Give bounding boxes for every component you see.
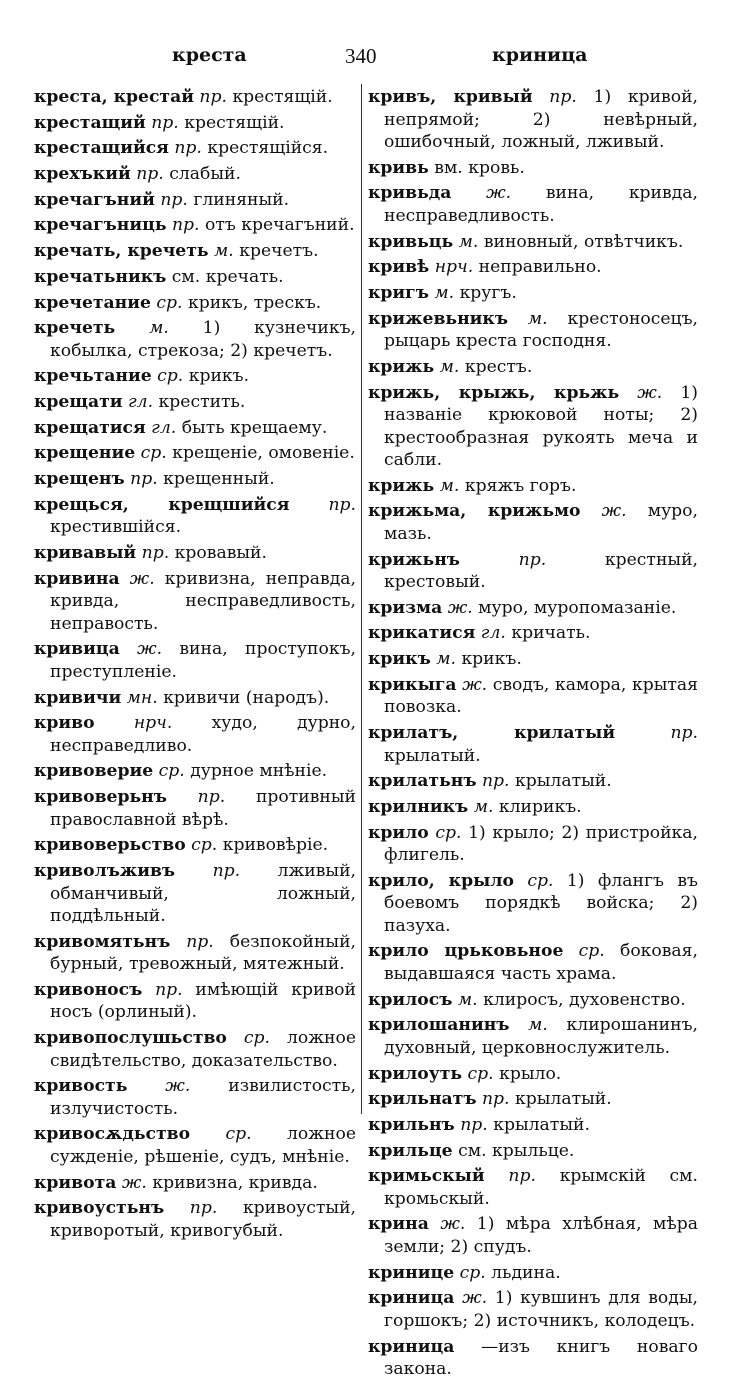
entry-part-of-speech: пр. <box>328 494 356 515</box>
dictionary-entry <box>34 687 356 710</box>
entry-part-of-speech: пр. <box>186 931 214 952</box>
dictionary-entry <box>368 1287 698 1332</box>
entry-definition: 1) крыло; 2) пристройка, флигель. <box>384 822 699 866</box>
entry-part-of-speech: ср. <box>467 1063 494 1084</box>
entry-headword: кречьтание <box>34 366 152 387</box>
entry-part-of-speech: ср. <box>156 292 183 313</box>
entry-part-of-speech: ж. <box>462 1288 488 1309</box>
entry-definition: крикъ, трескъ. <box>187 292 322 313</box>
entry-definition: 1) кувшинъ для воды, горшокъ; 2) источникъ, колодецъ. <box>384 1288 699 1331</box>
dictionary-entry <box>368 282 698 305</box>
dictionary-entry <box>368 1336 698 1381</box>
dictionary-entry <box>368 1114 698 1137</box>
entry-definition: быть крещаему. <box>181 417 328 438</box>
entry-part-of-speech: пр. <box>481 771 510 792</box>
entry-definition: клирикъ. <box>498 796 582 817</box>
dictionary-entry <box>368 356 698 379</box>
entry-part-of-speech: нрч. <box>133 713 173 734</box>
entry-part-of-speech: ср. <box>527 870 554 891</box>
entry-part-of-speech: пр. <box>670 723 698 743</box>
entry-headword: кривота <box>34 1172 117 1193</box>
entry-definition: противный православной вѣрѣ. <box>50 787 357 830</box>
dictionary-entry <box>368 1063 698 1086</box>
entry-headword: крило <box>368 822 429 843</box>
entry-headword: крижь <box>368 356 435 377</box>
dictionary-entry <box>34 112 356 135</box>
entry-definition: крылатый. <box>515 1089 612 1110</box>
entry-definition: боковая, выдавшаяся часть храма. <box>384 941 698 984</box>
dictionary-entry <box>368 231 698 254</box>
dictionary-entry <box>368 500 698 545</box>
entry-headword: криволъживъ <box>34 861 176 881</box>
dictionary-entry <box>368 256 698 279</box>
entry-definition: 1) мѣра хлѣбная, мѣра земли; 2) спудъ. <box>384 1214 699 1257</box>
entry-part-of-speech: ср. <box>225 1124 252 1145</box>
entry-headword: кречагъний <box>34 189 155 210</box>
dictionary-entry <box>368 308 698 353</box>
entry-headword: кривоверьство <box>34 835 186 856</box>
entry-definition: кряжъ горъ. <box>464 475 577 496</box>
dictionary-entry <box>34 494 356 539</box>
dictionary-entry <box>368 549 698 594</box>
dictionary-entry <box>368 674 698 719</box>
entry-definition: —изъ книгъ новаго закона. <box>384 1336 698 1379</box>
entry-part-of-speech: пр. <box>189 1198 218 1219</box>
entry-headword: кринице <box>368 1262 455 1283</box>
entry-headword: крикатися <box>368 623 476 644</box>
entry-definition: кричать. <box>511 623 591 644</box>
entry-headword: крижевьникъ <box>368 308 509 329</box>
entry-definition: крестящій. <box>184 112 285 133</box>
entry-definition: извилистость, излучистость. <box>50 1076 357 1119</box>
entry-definition: кривоустый, криворотый, кривогубый. <box>50 1198 357 1241</box>
entry-definition: муро, муропомазаніе. <box>478 597 677 618</box>
dictionary-entry <box>368 1262 698 1285</box>
page-number: 340 <box>345 44 377 68</box>
entry-definition: 1) названіе крюковой ноты; 2) крестообразная рукоять меча и сабли. <box>384 382 698 470</box>
dictionary-entry <box>34 542 356 565</box>
entry-headword: крилатъ, крилатый <box>368 723 616 743</box>
entry-definition: муро, мазь. <box>384 501 698 544</box>
entry-headword: крило црьковьное <box>368 941 564 962</box>
entry-definition: крестоносецъ, рыцарь креста господня. <box>384 308 698 352</box>
entry-headword: кречагъниць <box>34 215 167 236</box>
entry-part-of-speech: м. <box>439 475 460 496</box>
dictionary-entry <box>34 317 356 362</box>
entry-definition: крестный, крестовый. <box>384 549 698 593</box>
entry-definition: кривичи (народъ). <box>163 687 330 708</box>
entry-headword: кривавый <box>34 543 137 563</box>
entry-part-of-speech: ж. <box>637 382 663 403</box>
entry-definition: кривизна, неправда, кривда, несправедливость, неправость. <box>50 568 357 634</box>
entry-definition: клирошанинъ, духовный, церковнослужитель. <box>384 1015 698 1058</box>
entry-part-of-speech: м. <box>473 796 494 817</box>
entry-definition: дурное мнѣніе. <box>190 761 328 782</box>
entry-headword: крещенъ <box>34 469 125 490</box>
entry-part-of-speech: ср. <box>140 443 167 464</box>
entry-headword: крикъ <box>368 649 431 670</box>
dictionary-entry <box>368 597 698 620</box>
entry-part-of-speech: ср. <box>578 941 605 962</box>
entry-definition: вина, кривда, несправедливость. <box>384 183 698 226</box>
dictionary-entry <box>34 860 356 928</box>
entry-part-of-speech: ср. <box>157 366 184 387</box>
entry-headword: кривѣ <box>368 257 430 278</box>
dictionary-entry <box>368 1213 698 1258</box>
entry-part-of-speech: м. <box>436 649 456 670</box>
entry-headword: кривоверьнъ <box>34 787 167 808</box>
entry-definition: крестившійся. <box>50 517 182 538</box>
entry-headword: крижьнъ <box>368 549 460 570</box>
dictionary-entry <box>34 638 356 683</box>
entry-headword: кривьць <box>368 231 454 252</box>
entry-definition: сводъ, камора, крытая повозка. <box>384 674 699 718</box>
entry-part-of-speech: пр. <box>171 215 200 236</box>
entry-headword: кривоносъ <box>34 979 143 1000</box>
entry-headword: крижьма, крижьмо <box>368 501 581 522</box>
dictionary-entry <box>34 834 356 857</box>
entry-definition: неправильно. <box>478 257 602 278</box>
dictionary-entry <box>34 568 356 636</box>
entry-part-of-speech: пр. <box>151 112 179 133</box>
entry-part-of-speech: ж. <box>137 639 163 660</box>
entry-headword: кризма <box>368 597 443 618</box>
dictionary-entry <box>34 1172 356 1195</box>
dictionary-entry <box>34 468 356 491</box>
entry-part-of-speech: гл. <box>480 623 506 644</box>
entry-part-of-speech: пр. <box>136 164 164 185</box>
entry-part-of-speech: гл. <box>151 417 177 438</box>
entry-headword: крильнатъ <box>368 1089 477 1110</box>
entry-headword: крещение <box>34 443 136 464</box>
entry-headword: крещься, крещшийся <box>34 494 290 515</box>
entry-headword: кримьскый <box>368 1166 485 1187</box>
entry-headword: крестащий <box>34 112 146 133</box>
entry-part-of-speech: м. <box>457 989 478 1010</box>
entry-definition: крестящійся. <box>207 138 329 159</box>
entry-definition: крещенный. <box>163 469 275 490</box>
entry-headword: кречать, кречеть <box>34 241 209 262</box>
entry-headword: крина <box>368 1214 429 1235</box>
entry-definition: худо, дурно, несправедливо. <box>50 713 356 756</box>
dictionary-entry <box>368 86 698 154</box>
entry-part-of-speech: пр. <box>160 189 188 210</box>
entry-part-of-speech: ср. <box>435 822 462 843</box>
entry-headword: креста, крестай <box>34 87 194 107</box>
dictionary-entry <box>34 365 356 388</box>
dictionary-entry <box>368 475 698 498</box>
dictionary-entry <box>34 1123 356 1168</box>
entry-definition: крестъ. <box>464 356 533 377</box>
entry-part-of-speech: ср. <box>158 761 185 782</box>
dictionary-entry <box>34 292 356 315</box>
entry-headword: кривица <box>34 639 120 660</box>
entry-part-of-speech: м. <box>434 282 455 303</box>
entry-headword: кречеть <box>34 318 116 339</box>
entry-part-of-speech: пр. <box>197 787 226 808</box>
dictionary-entry <box>368 989 698 1012</box>
dictionary-entry <box>34 266 356 289</box>
entry-headword: крижь, крыжь, крьжь <box>368 382 620 403</box>
entry-headword: кривь <box>368 157 429 178</box>
entry-headword: крестащийся <box>34 138 169 159</box>
entry-definition: см. кречать. <box>171 266 284 287</box>
dictionary-entry <box>34 391 356 414</box>
entry-headword: кривьда <box>368 183 452 204</box>
entry-part-of-speech: пр. <box>199 87 227 107</box>
entry-headword: кречатьникъ <box>34 266 167 287</box>
entry-part-of-speech: м. <box>458 231 479 252</box>
entry-part-of-speech: ж. <box>486 183 512 204</box>
dictionary-entry <box>34 163 356 186</box>
entry-part-of-speech: гл. <box>127 392 154 413</box>
entry-headword: кривичи <box>34 687 122 708</box>
entry-definition: крикъ. <box>461 649 522 670</box>
dictionary-entry <box>34 214 356 237</box>
entry-part-of-speech: м. <box>439 356 460 377</box>
entry-part-of-speech: ж. <box>129 568 155 589</box>
entry-part-of-speech: пр. <box>155 979 183 1000</box>
entry-part-of-speech: пр. <box>518 549 547 570</box>
dictionary-entry <box>34 979 356 1024</box>
entry-part-of-speech: пр. <box>141 543 170 563</box>
dictionary-entry <box>34 1027 356 1072</box>
entry-definition: крещеніе, омовеніе. <box>172 443 355 464</box>
dictionary-entry <box>34 137 356 160</box>
entry-headword: кривопослушьство <box>34 1028 227 1049</box>
entry-definition: кречетъ. <box>239 241 319 262</box>
entry-definition: кровавый. <box>174 543 267 563</box>
entry-headword: кривъ, кривый <box>368 87 533 107</box>
dictionary-entry <box>368 770 698 793</box>
entry-headword: крилоуть <box>368 1063 463 1084</box>
dictionary-entry <box>34 931 356 976</box>
entry-headword: криница <box>368 1336 455 1357</box>
dictionary-entry <box>368 622 698 645</box>
dictionary-entry <box>34 86 356 109</box>
dictionary-entry <box>34 240 356 263</box>
dictionary-entry <box>368 870 698 938</box>
dictionary-entry <box>368 722 698 767</box>
entry-headword: крильнъ <box>368 1114 455 1135</box>
entry-headword: крещатися <box>34 417 146 438</box>
entry-headword: кривость <box>34 1076 128 1097</box>
left-column <box>34 86 356 1246</box>
entry-headword: крилосъ <box>368 989 453 1010</box>
dictionary-entry <box>34 1197 356 1242</box>
entry-headword: крещати <box>34 392 123 413</box>
running-head-right: криница <box>492 44 588 66</box>
entry-definition: кривизна, кривда. <box>152 1172 318 1193</box>
entry-part-of-speech: ж. <box>165 1076 191 1097</box>
entry-part-of-speech: пр. <box>460 1114 488 1135</box>
entry-part-of-speech: ср. <box>459 1262 486 1283</box>
entry-part-of-speech: м. <box>527 308 548 329</box>
entry-definition: крестящій. <box>232 87 333 107</box>
dictionary-entry <box>368 1165 698 1210</box>
entry-definition: 1) флангъ въ боевомъ порядкѣ войска; 2) пазуха. <box>384 870 698 936</box>
dictionary-entry <box>368 182 698 227</box>
entry-definition: кривовѣріе. <box>222 835 329 856</box>
dictionary-entry <box>368 382 698 472</box>
entry-headword: кривосѫдьство <box>34 1124 191 1145</box>
dictionary-entry <box>34 712 356 757</box>
entry-definition: имѣющій кривой носъ (орлиный). <box>50 979 356 1023</box>
entry-part-of-speech: м. <box>214 241 234 262</box>
dictionary-entry <box>368 796 698 819</box>
entry-definition: 1) кузнечикъ, кобылка, стрекоза; 2) кречетъ. <box>50 318 356 361</box>
entry-headword: кривомятьнъ <box>34 931 171 952</box>
dictionary-entry <box>34 417 356 440</box>
entry-part-of-speech: ж. <box>601 501 627 522</box>
entry-headword: крило, крыло <box>368 870 514 891</box>
entry-definition: отъ кречагъний. <box>204 215 355 236</box>
entry-part-of-speech: м. <box>149 318 169 339</box>
entry-definition: крестить. <box>158 392 246 413</box>
entry-part-of-speech: ж. <box>462 674 488 695</box>
dictionary-entry <box>368 940 698 985</box>
entry-part-of-speech: ср. <box>243 1028 270 1049</box>
entry-headword: криница <box>368 1288 455 1309</box>
entry-part-of-speech: мн. <box>126 687 158 708</box>
entry-definition: кругъ. <box>459 282 517 303</box>
dictionary-entry <box>34 760 356 783</box>
entry-headword: кригъ <box>368 282 429 303</box>
entry-part-of-speech: пр. <box>481 1089 510 1110</box>
entry-definition: крикъ. <box>188 366 250 387</box>
entry-headword: крижь <box>368 475 435 496</box>
dictionary-entry <box>368 1088 698 1111</box>
entry-definition: клиросъ, духовенство. <box>483 989 686 1010</box>
entry-headword: кривина <box>34 568 120 589</box>
entry-headword: крильце <box>368 1140 453 1161</box>
dictionary-entry <box>34 442 356 465</box>
dictionary-entry <box>368 157 698 180</box>
entry-definition: вм. кровь. <box>434 157 525 178</box>
entry-headword: крилникъ <box>368 796 469 817</box>
dictionary-entry <box>368 1140 698 1163</box>
right-column <box>368 86 698 1384</box>
entry-definition: крылатый. <box>384 745 481 766</box>
entry-headword: крилатьнъ <box>368 771 477 792</box>
entry-definition: крылатый. <box>493 1114 590 1135</box>
dictionary-entry <box>34 786 356 831</box>
entry-definition: виновный, отвѣтчикъ. <box>483 231 684 252</box>
entry-part-of-speech: пр. <box>212 861 241 881</box>
entry-definition: слабый. <box>169 164 241 185</box>
entry-definition: см. крыльце. <box>458 1140 575 1161</box>
entry-definition: глиняный. <box>193 189 290 210</box>
running-head-left: креста <box>172 44 247 66</box>
dictionary-entry <box>368 1014 698 1059</box>
entry-part-of-speech: м. <box>528 1015 548 1036</box>
entry-headword: крикыга <box>368 674 457 695</box>
entry-definition: безпокойный, бурный, тревожный, мятежный. <box>50 931 357 975</box>
entry-definition: ложное сужденіе, рѣшеніе, судъ, мнѣніе. <box>50 1124 356 1167</box>
entry-definition: крылатый. <box>515 771 612 792</box>
entry-part-of-speech: пр. <box>130 469 158 490</box>
entry-part-of-speech: пр. <box>508 1166 536 1187</box>
entry-part-of-speech: ж. <box>447 597 473 618</box>
entry-definition: лживый, обманчивый, ложный, поддѣльный. <box>50 861 357 926</box>
column-divider <box>361 84 362 1114</box>
entry-headword: кривоверие <box>34 761 154 782</box>
entry-part-of-speech: ср. <box>191 835 218 856</box>
dictionary-entry <box>368 648 698 671</box>
entry-headword: кречетание <box>34 292 151 313</box>
entry-headword: криво <box>34 713 95 734</box>
entry-part-of-speech: ж. <box>440 1214 466 1235</box>
dictionary-entry <box>34 189 356 212</box>
entry-part-of-speech: нрч. <box>434 257 474 278</box>
entry-part-of-speech: пр. <box>549 87 577 107</box>
dictionary-entry <box>34 1075 356 1120</box>
entry-definition: вина, проступокъ, преступленіе. <box>50 639 356 682</box>
entry-headword: крехъкий <box>34 164 131 185</box>
entry-definition: крымскій см. кромьскый. <box>384 1166 698 1209</box>
entry-part-of-speech: пр. <box>174 138 202 159</box>
entry-definition: крыло. <box>499 1063 562 1084</box>
entry-definition: льдина. <box>491 1262 561 1283</box>
entry-headword: кривоустьнъ <box>34 1198 165 1219</box>
dictionary-entry <box>368 822 698 867</box>
entry-definition: ложное свидѣтельство, доказательство. <box>50 1028 356 1071</box>
entry-headword: крилошанинъ <box>368 1015 510 1036</box>
entry-definition: 1) кривой, непрямой; 2) невѣрный, ошибочный, ложный, лживый. <box>384 87 698 152</box>
entry-part-of-speech: ж. <box>121 1172 147 1193</box>
